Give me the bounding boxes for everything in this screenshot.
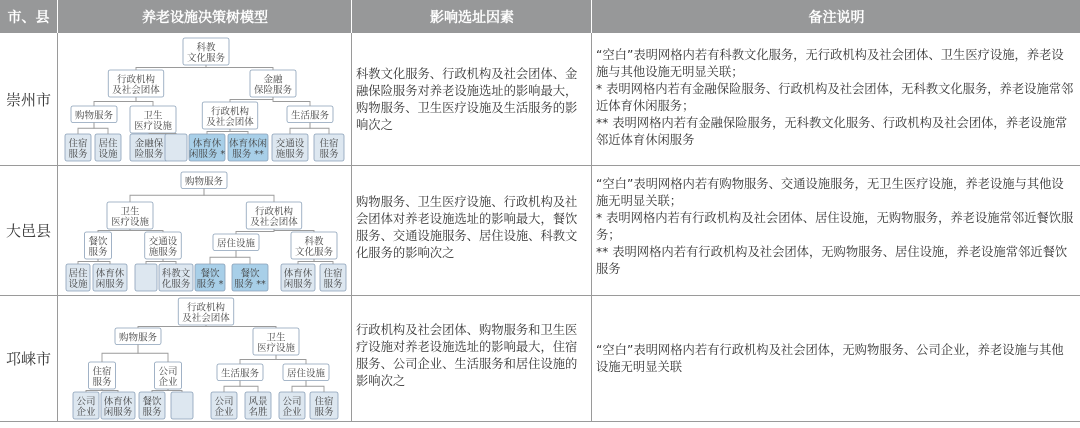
svg-text:服务: 服务: [314, 407, 334, 418]
svg-text:保险服务: 保险服务: [253, 85, 293, 96]
svg-text:购物服务: 购物服务: [118, 332, 158, 344]
svg-text:交通设: 交通设: [148, 236, 178, 248]
tree-connector: [240, 355, 276, 364]
tree-connector: [138, 345, 168, 363]
svg-text:服务: 服务: [142, 407, 162, 418]
factors-text: 行政机构及社会团体、购物服务和卫生医疗设施对养老设施选址的影响最大，住宿服务、公司企业、生活服务和居住设施的影响次之: [356, 323, 578, 388]
remarks-text: “空白”表明网格内若有购物服务、交通设施服务，无卫生医疗设施，养老设施与其他设施无明显关联； * 表明网格内若有行政机构及社会团体、居住设施，无购物服务，养老设施常邻近餐饮服务； ** 表明网格内若有行政机构及社会团体，无购物服务、居住设施，养老设施常邻近餐饮服务: [596, 177, 1074, 276]
svg-text:闲服务: 闲服务: [283, 279, 313, 290]
svg-text:服务 *: 服务 *: [196, 279, 224, 290]
svg-text:服务 **: 服务 **: [232, 149, 264, 160]
svg-text:服务: 服务: [319, 149, 339, 160]
svg-text:设施: 设施: [98, 149, 118, 160]
factors-text: 购物服务、卫生医疗设施、行政机构及社会团体对养老设施选址的影响最大，餐饮服务、交通设施服务、居住设施、科教文化服务的影响次之: [356, 195, 578, 260]
tree-connector: [224, 381, 240, 393]
tree-connector: [240, 381, 258, 393]
svg-text:闲服务: 闲服务: [95, 279, 125, 290]
svg-text:公司: 公司: [76, 396, 96, 408]
svg-text:餐饮: 餐饮: [142, 396, 162, 408]
header-city: 市、县: [0, 0, 57, 33]
tree-leaf-node: [281, 264, 315, 291]
tree-connector: [210, 251, 236, 265]
svg-text:科教: 科教: [196, 42, 216, 54]
svg-text:卫生: 卫生: [120, 206, 140, 218]
tree-leaf-node: [310, 392, 338, 419]
city-name: 邛崃市: [5, 350, 51, 368]
svg-text:企业: 企业: [76, 407, 96, 418]
tree-branch-node: [253, 328, 299, 355]
tree-connector: [136, 65, 206, 70]
tree-connector: [207, 129, 230, 134]
tree-connector: [136, 97, 153, 106]
svg-text:化服务: 化服务: [161, 279, 191, 290]
svg-text:企业: 企业: [214, 407, 234, 418]
tree-root-node: [178, 298, 234, 325]
tree-connector: [273, 97, 310, 106]
tree-connector: [149, 133, 153, 134]
tree-connector: [78, 123, 94, 135]
tree-connector: [290, 123, 310, 135]
tree-leaf-node: [228, 134, 268, 161]
svg-text:行政机构: 行政机构: [116, 74, 156, 86]
svg-text:及社会团体: 及社会团体: [182, 313, 230, 324]
svg-text:企业: 企业: [158, 377, 178, 388]
tree-leaf-node: [165, 134, 187, 161]
tree-branch-node: [213, 234, 259, 251]
svg-text:餐饮: 餐饮: [88, 236, 108, 248]
svg-text:及社会团体: 及社会团体: [250, 217, 298, 228]
svg-text:居住: 居住: [68, 268, 88, 280]
tree-branch-node: [85, 232, 112, 259]
svg-text:施服务: 施服务: [148, 247, 178, 258]
tree-connector: [163, 259, 176, 264]
tree-connector: [310, 123, 329, 135]
tree-connector: [102, 345, 138, 363]
tree-leaf-node: [245, 392, 271, 419]
tree-branch-node: [130, 106, 176, 133]
svg-text:文化服务: 文化服务: [294, 247, 334, 258]
tree-connector: [130, 189, 204, 203]
tree-connector: [98, 259, 110, 264]
svg-text:购物服务: 购物服务: [74, 110, 114, 122]
remarks-text: “空白”表明网格内若有行政机构及社会团体，无购物服务、公司企业，养老设施与其他设施无明显关联: [596, 343, 1064, 374]
tree-connector: [274, 229, 314, 232]
svg-text:卫生: 卫生: [266, 332, 286, 344]
tree-connector: [206, 325, 276, 328]
factors-text: 科教文化服务、行政机构及社会团体、金融保险服务对养老设施选址的影响最大，购物服务、卫生医疗设施及生活服务的影响次之: [356, 67, 578, 132]
tree-connector: [168, 389, 182, 392]
svg-text:服务: 服务: [323, 279, 343, 290]
tree-connector: [138, 325, 206, 328]
svg-text:卫生: 卫生: [143, 110, 163, 122]
svg-text:金融: 金融: [263, 74, 283, 86]
svg-text:名胜: 名胜: [248, 407, 268, 418]
tree-leaf-node: [279, 392, 305, 419]
svg-text:体育休闲: 体育休闲: [228, 138, 268, 150]
svg-text:行政机构: 行政机构: [210, 106, 250, 118]
svg-text:公司: 公司: [214, 396, 234, 408]
svg-text:施服务: 施服务: [275, 149, 305, 160]
tree-connector: [230, 129, 248, 134]
tree-connector: [94, 123, 108, 135]
svg-text:行政机构: 行政机构: [186, 302, 226, 314]
tree-connector: [153, 133, 176, 134]
svg-text:居住设施: 居住设施: [216, 238, 256, 250]
svg-text:企业: 企业: [282, 407, 302, 418]
tree-connector: [204, 189, 274, 203]
svg-text:及社会团体: 及社会团体: [206, 117, 254, 128]
svg-text:文化服务: 文化服务: [186, 53, 226, 64]
tree-connector: [94, 97, 136, 106]
tree-connector: [98, 229, 130, 232]
tree-leaf-node: [189, 134, 226, 161]
tree-branch-node: [108, 70, 164, 97]
city-name: 崇州市: [5, 91, 51, 109]
tree-leaf-node: [171, 392, 193, 419]
svg-text:行政机构: 行政机构: [254, 206, 294, 218]
tree-leaf-node: [159, 264, 193, 291]
tree-branch-node: [115, 328, 161, 345]
tree-leaf-node: [211, 392, 237, 419]
tree-connector: [236, 229, 274, 234]
svg-text:服务: 服务: [88, 247, 108, 258]
tree-connector: [206, 65, 273, 70]
svg-text:生活服务: 生活服务: [220, 368, 260, 380]
svg-text:公司: 公司: [282, 396, 302, 408]
svg-text:及社会团体: 及社会团体: [112, 85, 160, 96]
svg-text:体育休: 体育休: [103, 396, 133, 408]
svg-text:医疗设施: 医疗设施: [110, 217, 150, 228]
tree-root-node: [181, 172, 227, 189]
tree-leaf-node: [93, 264, 127, 291]
svg-text:住宿: 住宿: [92, 366, 112, 378]
svg-text:设施: 设施: [68, 279, 88, 290]
svg-text:餐饮: 餐饮: [200, 268, 220, 280]
tree-leaf-node: [135, 264, 157, 291]
tree-leaf-node: [65, 134, 91, 161]
tree-connector: [86, 389, 102, 392]
svg-text:体育休: 体育休: [192, 138, 222, 150]
tree-leaf-node: [320, 264, 346, 291]
tree-leaf-node: [130, 134, 168, 161]
svg-text:住宿: 住宿: [68, 138, 88, 150]
svg-text:服务: 服务: [92, 377, 112, 388]
tree-branch-node: [71, 106, 117, 123]
decision-tree-diagram: [58, 166, 350, 295]
row-divider-3: [0, 421, 1080, 422]
svg-text:体育休: 体育休: [283, 268, 313, 280]
svg-text:闲服务: 闲服务: [103, 407, 133, 418]
city-name: 大邑县: [5, 222, 51, 240]
tree-leaf-node: [101, 392, 135, 419]
tree-leaf-node: [95, 134, 121, 161]
header-remarks: 备注说明: [591, 0, 1080, 33]
tree-root-node: [183, 38, 229, 65]
tree-connector: [230, 97, 273, 102]
tree-branch-node: [89, 362, 116, 389]
tree-connector: [236, 251, 250, 265]
tree-leaf-node: [195, 264, 225, 291]
tree-leaf-node: [73, 392, 99, 419]
col-divider-3: [591, 33, 592, 422]
tree-branch-node: [217, 364, 263, 381]
header-factors: 影响选址因素: [351, 0, 592, 33]
svg-text:住宿: 住宿: [319, 138, 339, 150]
svg-text:风景: 风景: [248, 396, 268, 408]
tree-branch-node: [291, 232, 337, 259]
tree-leaf-node: [232, 264, 268, 291]
tree-connector: [292, 381, 306, 393]
svg-text:餐饮: 餐饮: [240, 268, 260, 280]
tree-branch-node: [287, 106, 333, 123]
tree-branch-node: [202, 102, 258, 129]
svg-text:金融保: 金融保: [134, 138, 164, 150]
decision-tree-diagram: [58, 296, 350, 421]
svg-text:服务 **: 服务 **: [234, 279, 266, 290]
tree-leaf-node: [272, 134, 308, 161]
svg-text:购物服务: 购物服务: [184, 176, 224, 188]
tree-branch-node: [246, 202, 302, 229]
svg-text:闲服务 *: 闲服务 *: [188, 149, 226, 160]
decision-tree-diagram: [58, 34, 350, 165]
tree-leaf-node: [139, 392, 165, 419]
tree-leaf-node: [314, 134, 344, 161]
tree-branch-node: [155, 362, 182, 389]
tree-branch-node: [145, 232, 182, 259]
svg-text:医疗设施: 医疗设施: [256, 343, 296, 354]
svg-text:生活服务: 生活服务: [290, 110, 330, 122]
col-divider-2: [351, 33, 352, 422]
svg-text:居住: 居住: [98, 138, 118, 150]
tree-connector: [306, 381, 324, 393]
svg-text:科教文: 科教文: [161, 268, 191, 280]
tree-connector: [78, 259, 98, 264]
svg-text:住宿: 住宿: [323, 268, 343, 280]
tree-connector: [146, 259, 163, 264]
tree-leaf-node: [66, 264, 90, 291]
remarks-text: “空白”表明网格内若有科教文化服务，无行政机构及社会团体、卫生医疗设施，养老设施与其他设施无明显关联； * 表明网格内若有金融保险服务、行政机构及社会团体，无科教文化服务，养老设施常邻近体育休闲服务； ** 表明网格内若有金融保险服务，无科教文化服务、行政机构及社会团体，养老设施常邻近体育休闲服务: [596, 48, 1074, 147]
svg-text:服务: 服务: [68, 149, 88, 160]
tree-connector: [276, 355, 306, 364]
svg-text:居住设施: 居住设施: [286, 368, 326, 380]
svg-text:住宿: 住宿: [314, 396, 334, 408]
svg-text:医疗设施: 医疗设施: [133, 121, 173, 132]
tree-connector: [152, 389, 168, 392]
tree-connector: [130, 229, 163, 232]
svg-text:公司: 公司: [158, 366, 178, 378]
tree-connector: [102, 389, 118, 392]
tree-connector: [298, 259, 314, 264]
svg-text:交通设: 交通设: [275, 138, 305, 150]
svg-text:体育休: 体育休: [95, 268, 125, 280]
tree-branch-node: [107, 202, 153, 229]
tree-branch-node: [250, 70, 296, 97]
svg-text:科教: 科教: [304, 236, 324, 248]
header-model: 养老设施决策树模型: [57, 0, 352, 33]
tree-branch-node: [283, 364, 329, 381]
tree-connector: [314, 259, 333, 264]
svg-text:险服务: 险服务: [134, 149, 164, 160]
